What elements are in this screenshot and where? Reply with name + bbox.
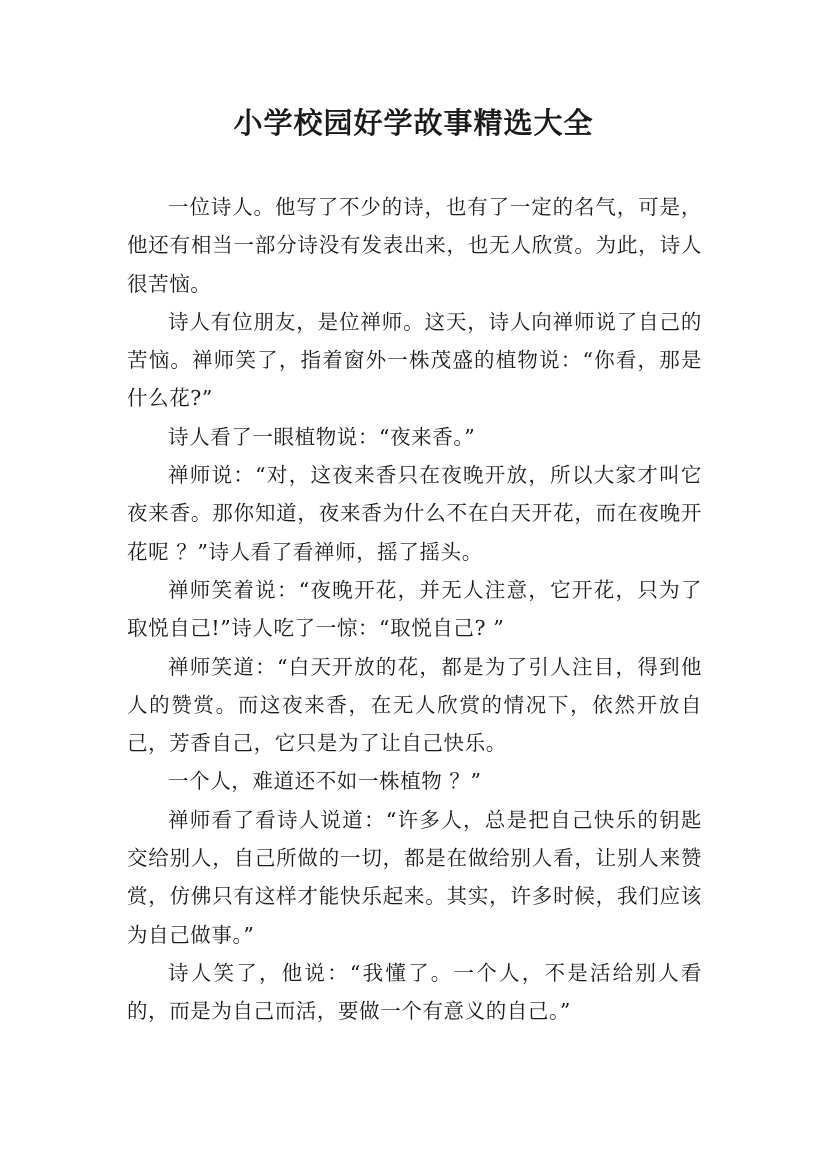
paragraph: 禅师笑着说：“夜晚开花，并无人注意，它开花，只为了取悦自己!”诗人吃了一惊：“取悦自己? ” — [127, 577, 702, 641]
document-title: 小学校园好学故事精选大全 — [233, 106, 594, 140]
paragraph: 诗人笑了，他说：“我懂了。一个人，不是活给别人看的，而是为自己而活，要做一个有意义的自己。” — [127, 960, 702, 1024]
paragraph: 禅师说：“对，这夜来香只在夜晚开放，所以大家才叫它夜来香。那你知道，夜来香为什么不在白天开花，而在夜晚开花呢 ？”诗人看了看禅师，摇了摇头。 — [127, 463, 702, 564]
paragraph: 一个人，难道还不如一株植物 ？” — [168, 769, 482, 794]
paragraph: 诗人看了一眼植物说：“夜来香。” — [168, 424, 476, 449]
document-body — [127, 188, 702, 1031]
paragraph: 诗人有位朋友，是位禅师。这天，诗人向禅师说了自己的苦恼。禅师笑了，指着窗外一株茂盛的植物说：“你看，那是什么花?” — [127, 309, 702, 411]
paragraph: 禅师笑道：“白天开放的花，都是为了引人注目，得到他人的赞赏。而这夜来香，在无人欣赏的情况下，依然开放自己，芳香自己，它只是为了让自己快乐。 — [127, 654, 702, 756]
paragraph: 禅师看了看诗人说道：“许多人，总是把自己快乐的钥匙交给别人，自己所做的一切，都是在做给别人看，让别人来赞赏，仿佛只有这样才能快乐起来。其实，许多时候，我们应该为自己做事。” — [127, 807, 702, 947]
paragraph: 一位诗人。他写了不少的诗，也有了一定的名气，可是，他还有相当一部分诗没有发表出来，也无人欣赏。为此，诗人很苦恼。 — [127, 195, 702, 296]
